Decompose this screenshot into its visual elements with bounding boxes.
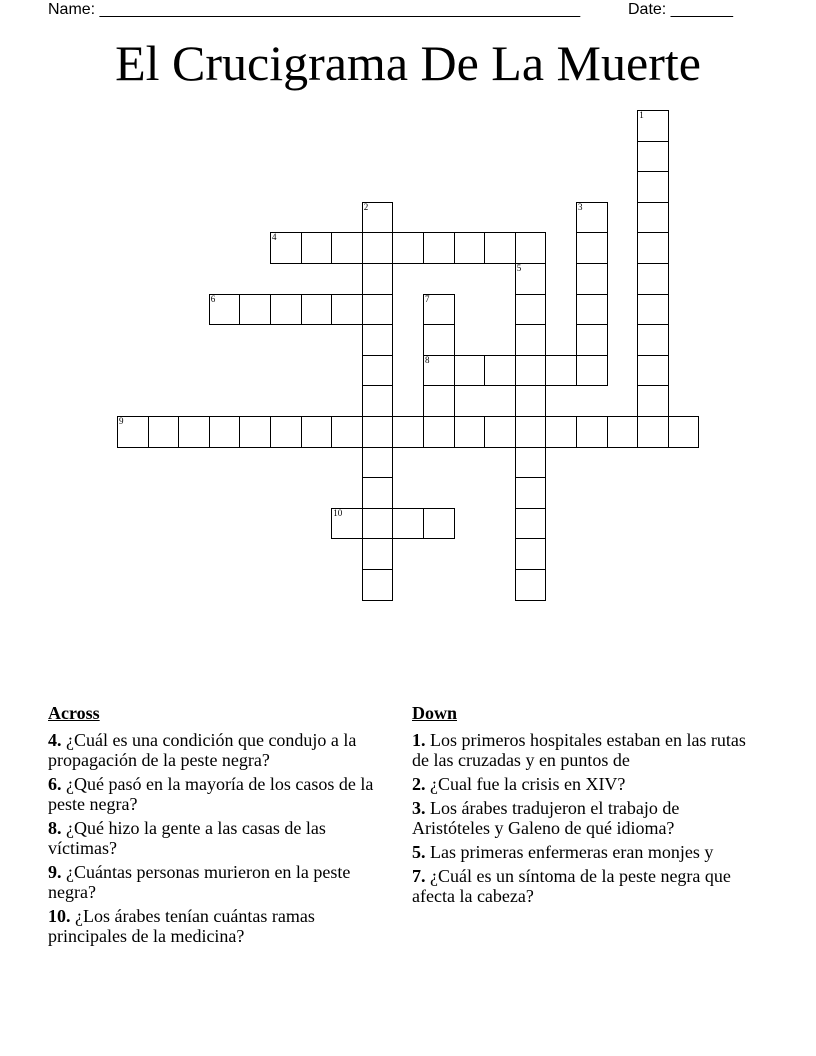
crossword-cell[interactable] bbox=[362, 324, 394, 356]
crossword-cell[interactable] bbox=[423, 385, 455, 417]
crossword-cell[interactable] bbox=[423, 324, 455, 356]
down-clue bbox=[412, 866, 757, 906]
crossword-cell[interactable] bbox=[637, 385, 669, 417]
crossword-cell[interactable] bbox=[545, 355, 577, 387]
crossword-cell[interactable] bbox=[637, 141, 669, 173]
clue-number: 4. bbox=[48, 730, 62, 750]
down-clue bbox=[412, 730, 757, 770]
cell-number: 7 bbox=[425, 293, 430, 304]
crossword-cell[interactable] bbox=[576, 232, 608, 264]
crossword-cell[interactable] bbox=[515, 447, 547, 479]
crossword-cell[interactable] bbox=[270, 232, 302, 264]
crossword-cell[interactable] bbox=[362, 477, 394, 509]
crossword-cell[interactable] bbox=[484, 355, 516, 387]
crossword-cell[interactable] bbox=[178, 416, 210, 448]
crossword-cell[interactable] bbox=[331, 232, 363, 264]
crossword-cell[interactable] bbox=[637, 171, 669, 203]
clue-number: 7. bbox=[412, 866, 426, 886]
crossword-cell[interactable] bbox=[637, 202, 669, 234]
clue-text: Las primeras enfermeras eran monjes y bbox=[430, 842, 714, 862]
down-clue bbox=[412, 842, 757, 862]
clue-text: ¿Qué hizo la gente a las casas de las víctimas? bbox=[48, 818, 326, 858]
across-heading: Across bbox=[48, 703, 100, 723]
cell-number: 5 bbox=[516, 263, 522, 273]
crossword-cell[interactable] bbox=[515, 232, 547, 264]
crossword-cell[interactable] bbox=[454, 232, 486, 264]
crossword-cell[interactable] bbox=[392, 416, 424, 448]
clue-text: ¿Qué pasó en la mayoría de los casos de la peste negra? bbox=[48, 774, 374, 814]
clue-number: 3. bbox=[412, 798, 426, 818]
across-clue bbox=[48, 906, 388, 946]
cell-number: 3 bbox=[578, 201, 583, 212]
crossword-cell[interactable] bbox=[576, 202, 608, 234]
across-clue bbox=[48, 818, 388, 858]
cell-number: 10 bbox=[333, 507, 343, 518]
crossword-cell[interactable] bbox=[484, 416, 516, 448]
crossword-cell[interactable] bbox=[515, 416, 547, 448]
crossword-cell[interactable] bbox=[117, 416, 149, 448]
crossword-cell[interactable] bbox=[576, 416, 608, 448]
down-clue bbox=[412, 774, 757, 794]
clue-text: Los primeros hospitales estaban en las rutas de las cruzadas y en puntos de bbox=[412, 730, 746, 770]
cell-number: 2 bbox=[363, 201, 369, 212]
crossword-cell[interactable] bbox=[637, 355, 669, 387]
crossword-cell[interactable] bbox=[331, 416, 363, 448]
crossword-cell[interactable] bbox=[392, 232, 424, 264]
crossword-cell[interactable] bbox=[515, 263, 547, 295]
crossword-cell[interactable] bbox=[331, 508, 363, 540]
crossword-cell[interactable] bbox=[454, 355, 486, 387]
crossword-cell[interactable] bbox=[362, 202, 394, 234]
clue-number: 5. bbox=[412, 842, 426, 862]
crossword-cell[interactable] bbox=[515, 569, 547, 601]
clue-text: Los árabes tradujeron el trabajo de Aristóteles y Galeno de qué idioma? bbox=[412, 798, 680, 838]
crossword-cell[interactable] bbox=[362, 355, 394, 387]
date-field-label: Date: _______ bbox=[628, 1, 733, 18]
crossword-cell[interactable] bbox=[637, 324, 669, 356]
crossword-cell[interactable] bbox=[270, 294, 302, 326]
crossword-cell[interactable] bbox=[576, 324, 608, 356]
crossword-cell[interactable] bbox=[515, 324, 547, 356]
crossword-cell[interactable] bbox=[515, 385, 547, 417]
crossword-cell[interactable] bbox=[331, 294, 363, 326]
clue-number: 1. bbox=[412, 730, 426, 750]
clue-number: 6. bbox=[48, 774, 62, 794]
cell-number: 6 bbox=[210, 293, 216, 304]
crossword-cell[interactable] bbox=[545, 416, 577, 448]
crossword-cell[interactable] bbox=[392, 508, 424, 540]
crossword-cell[interactable] bbox=[668, 416, 700, 448]
clue-text: ¿Cual fue la crisis en XIV? bbox=[430, 774, 626, 794]
clue-text: ¿Los árabes tenían cuántas ramas principales de la medicina? bbox=[48, 906, 315, 946]
crossword-cell[interactable] bbox=[362, 294, 394, 326]
across-clue bbox=[48, 774, 388, 814]
crossword-cell[interactable] bbox=[423, 508, 455, 540]
crossword-cell[interactable] bbox=[239, 294, 271, 326]
clue-number: 10. bbox=[48, 906, 71, 926]
crossword-cell[interactable] bbox=[515, 355, 547, 387]
crossword-cell[interactable] bbox=[423, 416, 455, 448]
crossword-cell[interactable] bbox=[209, 416, 241, 448]
clue-text: ¿Cuántas personas murieron en la peste negra? bbox=[48, 862, 351, 902]
crossword-cell[interactable] bbox=[637, 294, 669, 326]
cell-number: 8 bbox=[425, 354, 430, 365]
crossword-cell[interactable] bbox=[362, 385, 394, 417]
down-clues bbox=[412, 703, 757, 910]
down-heading: Down bbox=[412, 703, 458, 723]
crossword-cell[interactable] bbox=[576, 355, 608, 387]
crossword-cell[interactable] bbox=[423, 355, 455, 387]
crossword-cell[interactable] bbox=[362, 232, 394, 264]
crossword-cell[interactable] bbox=[637, 263, 669, 295]
crossword-cell[interactable] bbox=[607, 416, 639, 448]
crossword-cell[interactable] bbox=[637, 110, 669, 142]
crossword-cell[interactable] bbox=[148, 416, 180, 448]
crossword-cell[interactable] bbox=[270, 416, 302, 448]
crossword-cell[interactable] bbox=[301, 232, 333, 264]
across-clues bbox=[48, 703, 388, 950]
crossword-cell[interactable] bbox=[362, 508, 394, 540]
crossword-cell[interactable] bbox=[637, 232, 669, 264]
crossword-cell[interactable] bbox=[362, 447, 394, 479]
cell-number: 1 bbox=[639, 110, 644, 120]
across-clue bbox=[48, 862, 388, 902]
crossword-cell[interactable] bbox=[301, 416, 333, 448]
cell-number: 4 bbox=[272, 232, 277, 243]
crossword-cell[interactable] bbox=[362, 569, 394, 601]
crossword-cell[interactable] bbox=[484, 232, 516, 264]
crossword-cell[interactable] bbox=[637, 416, 669, 448]
crossword-cell[interactable] bbox=[362, 263, 394, 295]
clue-text: ¿Cuál es una condición que condujo a la propagación de la peste negra? bbox=[48, 730, 357, 770]
crossword-cell[interactable] bbox=[423, 232, 455, 264]
clue-text: ¿Cuál es un síntoma de la peste negra que afecta la cabeza? bbox=[412, 866, 731, 906]
clue-number: 8. bbox=[48, 818, 62, 838]
down-clue bbox=[412, 798, 757, 838]
crossword-cell[interactable] bbox=[362, 538, 394, 570]
puzzle-title: El Crucigrama De La Muerte bbox=[115, 35, 701, 91]
crossword-cell[interactable] bbox=[515, 538, 547, 570]
clue-number: 9. bbox=[48, 862, 62, 882]
crossword-cell[interactable] bbox=[239, 416, 271, 448]
clue-number: 2. bbox=[412, 774, 426, 794]
crossword-cell[interactable] bbox=[515, 508, 547, 540]
crossword-cell[interactable] bbox=[576, 294, 608, 326]
crossword-cell[interactable] bbox=[209, 294, 241, 326]
crossword-cell[interactable] bbox=[423, 294, 455, 326]
crossword-cell[interactable] bbox=[515, 294, 547, 326]
crossword-cell[interactable] bbox=[515, 477, 547, 509]
crossword-cell[interactable] bbox=[454, 416, 486, 448]
across-clue bbox=[48, 730, 388, 770]
crossword-cell[interactable] bbox=[362, 416, 394, 448]
cell-number: 9 bbox=[119, 416, 124, 426]
crossword-cell[interactable] bbox=[301, 294, 333, 326]
name-field-label: Name: ______________________________________________________ bbox=[48, 1, 581, 18]
crossword-cell[interactable] bbox=[576, 263, 608, 295]
